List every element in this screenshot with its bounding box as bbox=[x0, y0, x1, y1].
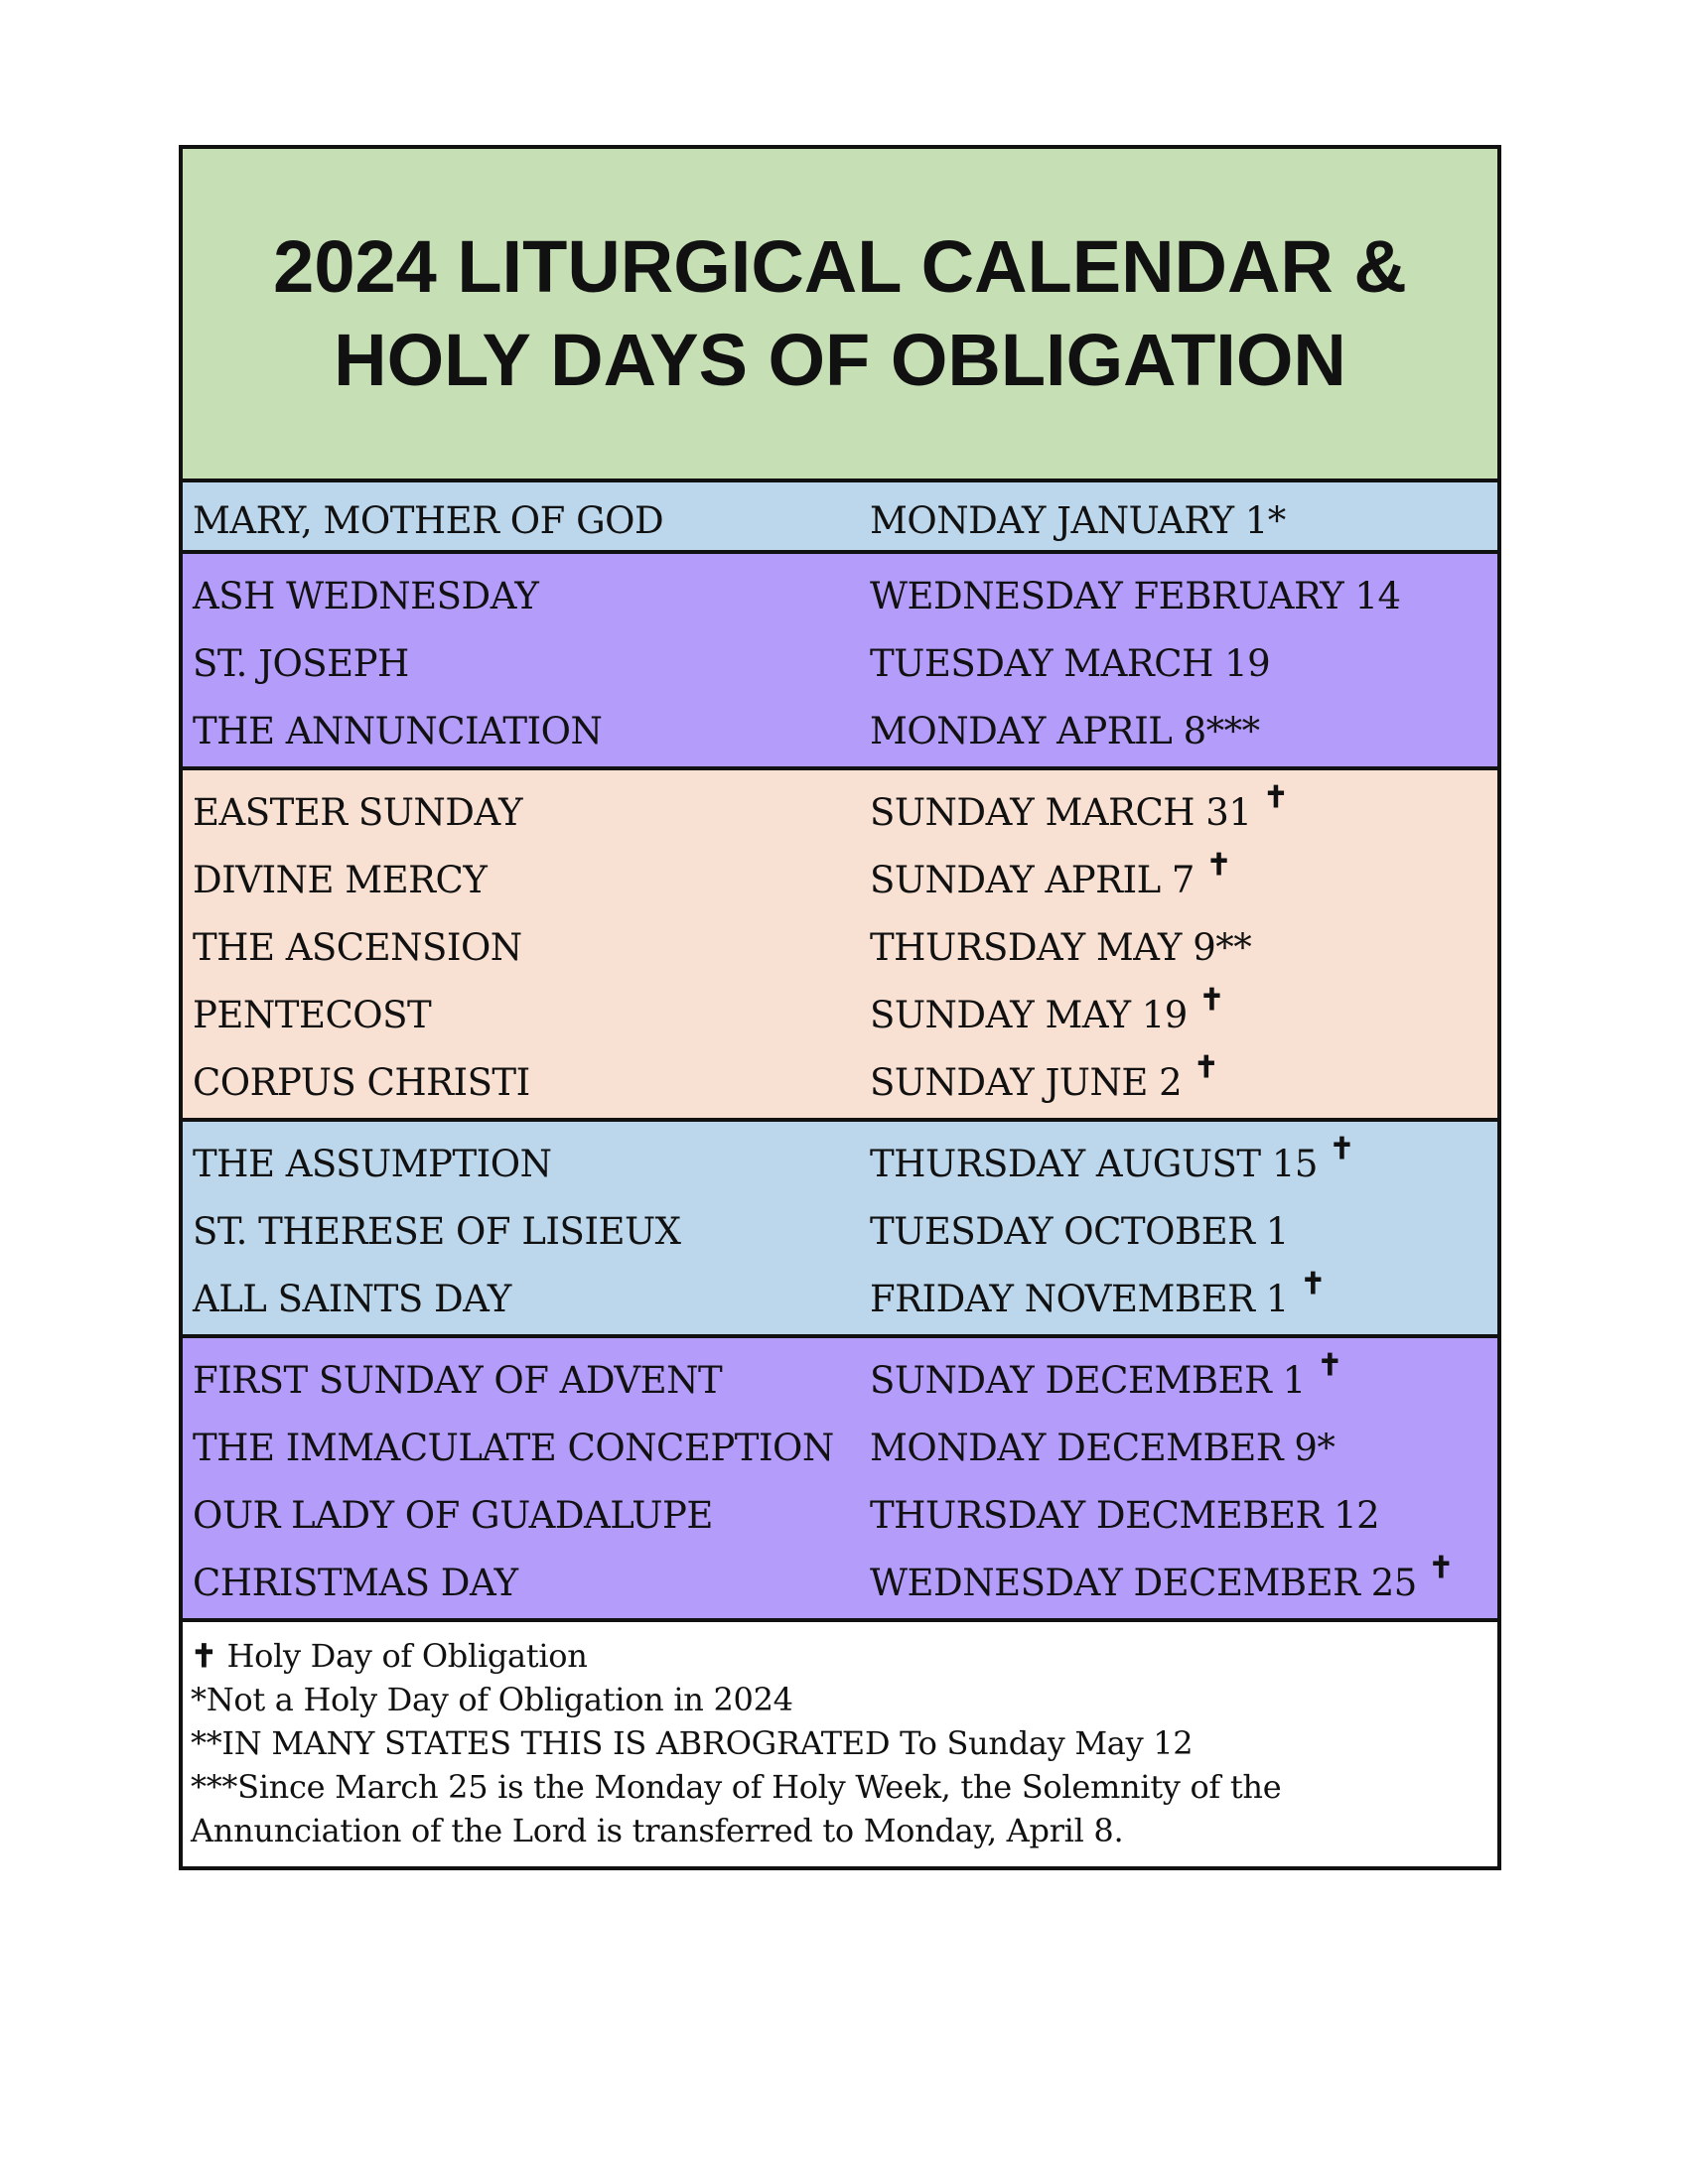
feast-date bbox=[870, 499, 1286, 542]
feast-name: THE ASSUMPTION bbox=[193, 1143, 552, 1185]
feast-row bbox=[183, 625, 1497, 693]
note-not-obligation: *Not a Holy Day of Obligation in 2024 bbox=[191, 1681, 793, 1718]
feast-row bbox=[183, 774, 1497, 842]
cross-icon: ✝ bbox=[1198, 983, 1224, 1018]
note-abrogated: **IN MANY STATES THIS IS ABROGRATED To Sunday May 12 bbox=[191, 1724, 1194, 1762]
feast-date-text: FRIDAY NOVEMBER 1 bbox=[870, 1278, 1289, 1320]
feast-date bbox=[870, 642, 1270, 685]
feast-row bbox=[183, 482, 1497, 550]
cross-icon: ✝ bbox=[1300, 1267, 1326, 1301]
feast-date bbox=[870, 1050, 1218, 1104]
feast-name: DIVINE MERCY bbox=[193, 859, 488, 901]
feast-date bbox=[870, 1267, 1326, 1320]
feast-row bbox=[183, 1044, 1497, 1112]
feast-row bbox=[183, 1193, 1497, 1261]
feast-name: CORPUS CHRISTI bbox=[193, 1061, 530, 1104]
feast-date-text: THURSDAY MAY 9** bbox=[870, 926, 1252, 969]
feast-date bbox=[870, 1348, 1342, 1402]
feast-row bbox=[183, 909, 1497, 977]
feast-name: ALL SAINTS DAY bbox=[193, 1278, 511, 1320]
feast-row bbox=[183, 977, 1497, 1044]
title-block bbox=[183, 149, 1497, 482]
feast-row bbox=[183, 1126, 1497, 1193]
feast-date-text: MONDAY APRIL 8*** bbox=[870, 710, 1260, 752]
legend-text: Holy Day of Obligation bbox=[226, 1637, 588, 1675]
feast-date-text: TUESDAY MARCH 19 bbox=[870, 642, 1271, 685]
feast-name: ST. THERESE OF LISIEUX bbox=[193, 1210, 681, 1253]
feast-name: PENTECOST bbox=[193, 994, 432, 1036]
feast-date-text: SUNDAY JUNE 2 bbox=[870, 1061, 1183, 1104]
cross-icon: ✝ bbox=[1317, 1348, 1342, 1383]
note-annunciation-1: ***Since March 25 is the Monday of Holy Week, the Solemnity of the bbox=[191, 1768, 1282, 1806]
feast-date-text: WEDNESDAY FEBRUARY 14 bbox=[870, 575, 1401, 617]
liturgical-calendar bbox=[179, 145, 1501, 1870]
season-group bbox=[183, 770, 1497, 1122]
feast-date-text: MONDAY JANUARY 1* bbox=[870, 499, 1286, 542]
feast-name: THE ASCENSION bbox=[193, 926, 522, 969]
feast-name: ST. JOSEPH bbox=[193, 642, 409, 685]
feast-row bbox=[183, 1545, 1497, 1612]
feast-name: CHRISTMAS DAY bbox=[193, 1562, 518, 1604]
season-group bbox=[183, 1122, 1497, 1338]
feast-name: OUR LADY OF GUADALUPE bbox=[193, 1494, 713, 1537]
cross-icon: ✝ bbox=[1194, 1050, 1218, 1085]
feast-name: MARY, MOTHER OF GOD bbox=[193, 499, 664, 542]
feast-date bbox=[870, 780, 1289, 834]
cross-icon: ✝ bbox=[191, 1637, 217, 1675]
feast-date-text: SUNDAY DECEMBER 1 bbox=[870, 1359, 1306, 1402]
feast-row bbox=[183, 1477, 1497, 1545]
feast-date bbox=[870, 1210, 1289, 1253]
feast-name: THE ANNUNCIATION bbox=[193, 710, 603, 752]
feast-date-text: THURSDAY DECMEBER 12 bbox=[870, 1494, 1380, 1537]
feast-date-text: SUNDAY APRIL 7 bbox=[870, 859, 1195, 901]
feast-date-text: SUNDAY MARCH 31 bbox=[870, 791, 1252, 834]
feast-date bbox=[870, 983, 1224, 1036]
feast-name: ASH WEDNESDAY bbox=[193, 575, 539, 617]
feast-date bbox=[870, 1551, 1454, 1604]
feast-date bbox=[870, 1494, 1379, 1537]
note-annunciation-2: Annunciation of the Lord is transferred to Monday, April 8. bbox=[191, 1812, 1124, 1849]
title-line-2: HOLY DAYS OF OBLIGATION bbox=[334, 319, 1346, 401]
feast-row bbox=[183, 1261, 1497, 1328]
legend-line bbox=[191, 1634, 1489, 1678]
feast-row bbox=[183, 1342, 1497, 1410]
cross-icon: ✝ bbox=[1329, 1132, 1354, 1166]
feast-date-text: SUNDAY MAY 19 bbox=[870, 994, 1188, 1036]
feast-row bbox=[183, 558, 1497, 625]
notes-section bbox=[183, 1622, 1497, 1866]
feast-row bbox=[183, 1410, 1497, 1477]
feast-date bbox=[870, 848, 1231, 901]
feast-date bbox=[870, 710, 1260, 752]
feast-date-text: THURSDAY AUGUST 15 bbox=[870, 1143, 1318, 1185]
feast-date-text: MONDAY DECEMBER 9* bbox=[870, 1427, 1336, 1469]
cross-icon: ✝ bbox=[1205, 848, 1231, 883]
feast-row bbox=[183, 693, 1497, 760]
feast-name: THE IMMACULATE CONCEPTION bbox=[193, 1427, 834, 1469]
cross-icon: ✝ bbox=[1263, 780, 1289, 815]
feast-date bbox=[870, 575, 1401, 617]
feast-date bbox=[870, 1132, 1354, 1185]
feast-name: EASTER SUNDAY bbox=[193, 791, 523, 834]
feast-date bbox=[870, 1427, 1335, 1469]
feast-date bbox=[870, 926, 1251, 969]
title-line-1: 2024 LITURGICAL CALENDAR & bbox=[273, 225, 1407, 308]
season-group bbox=[183, 482, 1497, 554]
feast-date-text: WEDNESDAY DECEMBER 25 bbox=[870, 1562, 1417, 1604]
season-group bbox=[183, 1338, 1497, 1622]
feast-row bbox=[183, 842, 1497, 909]
feast-date-text: TUESDAY OCTOBER 1 bbox=[870, 1210, 1289, 1253]
cross-icon: ✝ bbox=[1428, 1551, 1454, 1585]
feast-name: FIRST SUNDAY OF ADVENT bbox=[193, 1359, 723, 1402]
season-group bbox=[183, 554, 1497, 770]
season-groups bbox=[183, 482, 1497, 1622]
